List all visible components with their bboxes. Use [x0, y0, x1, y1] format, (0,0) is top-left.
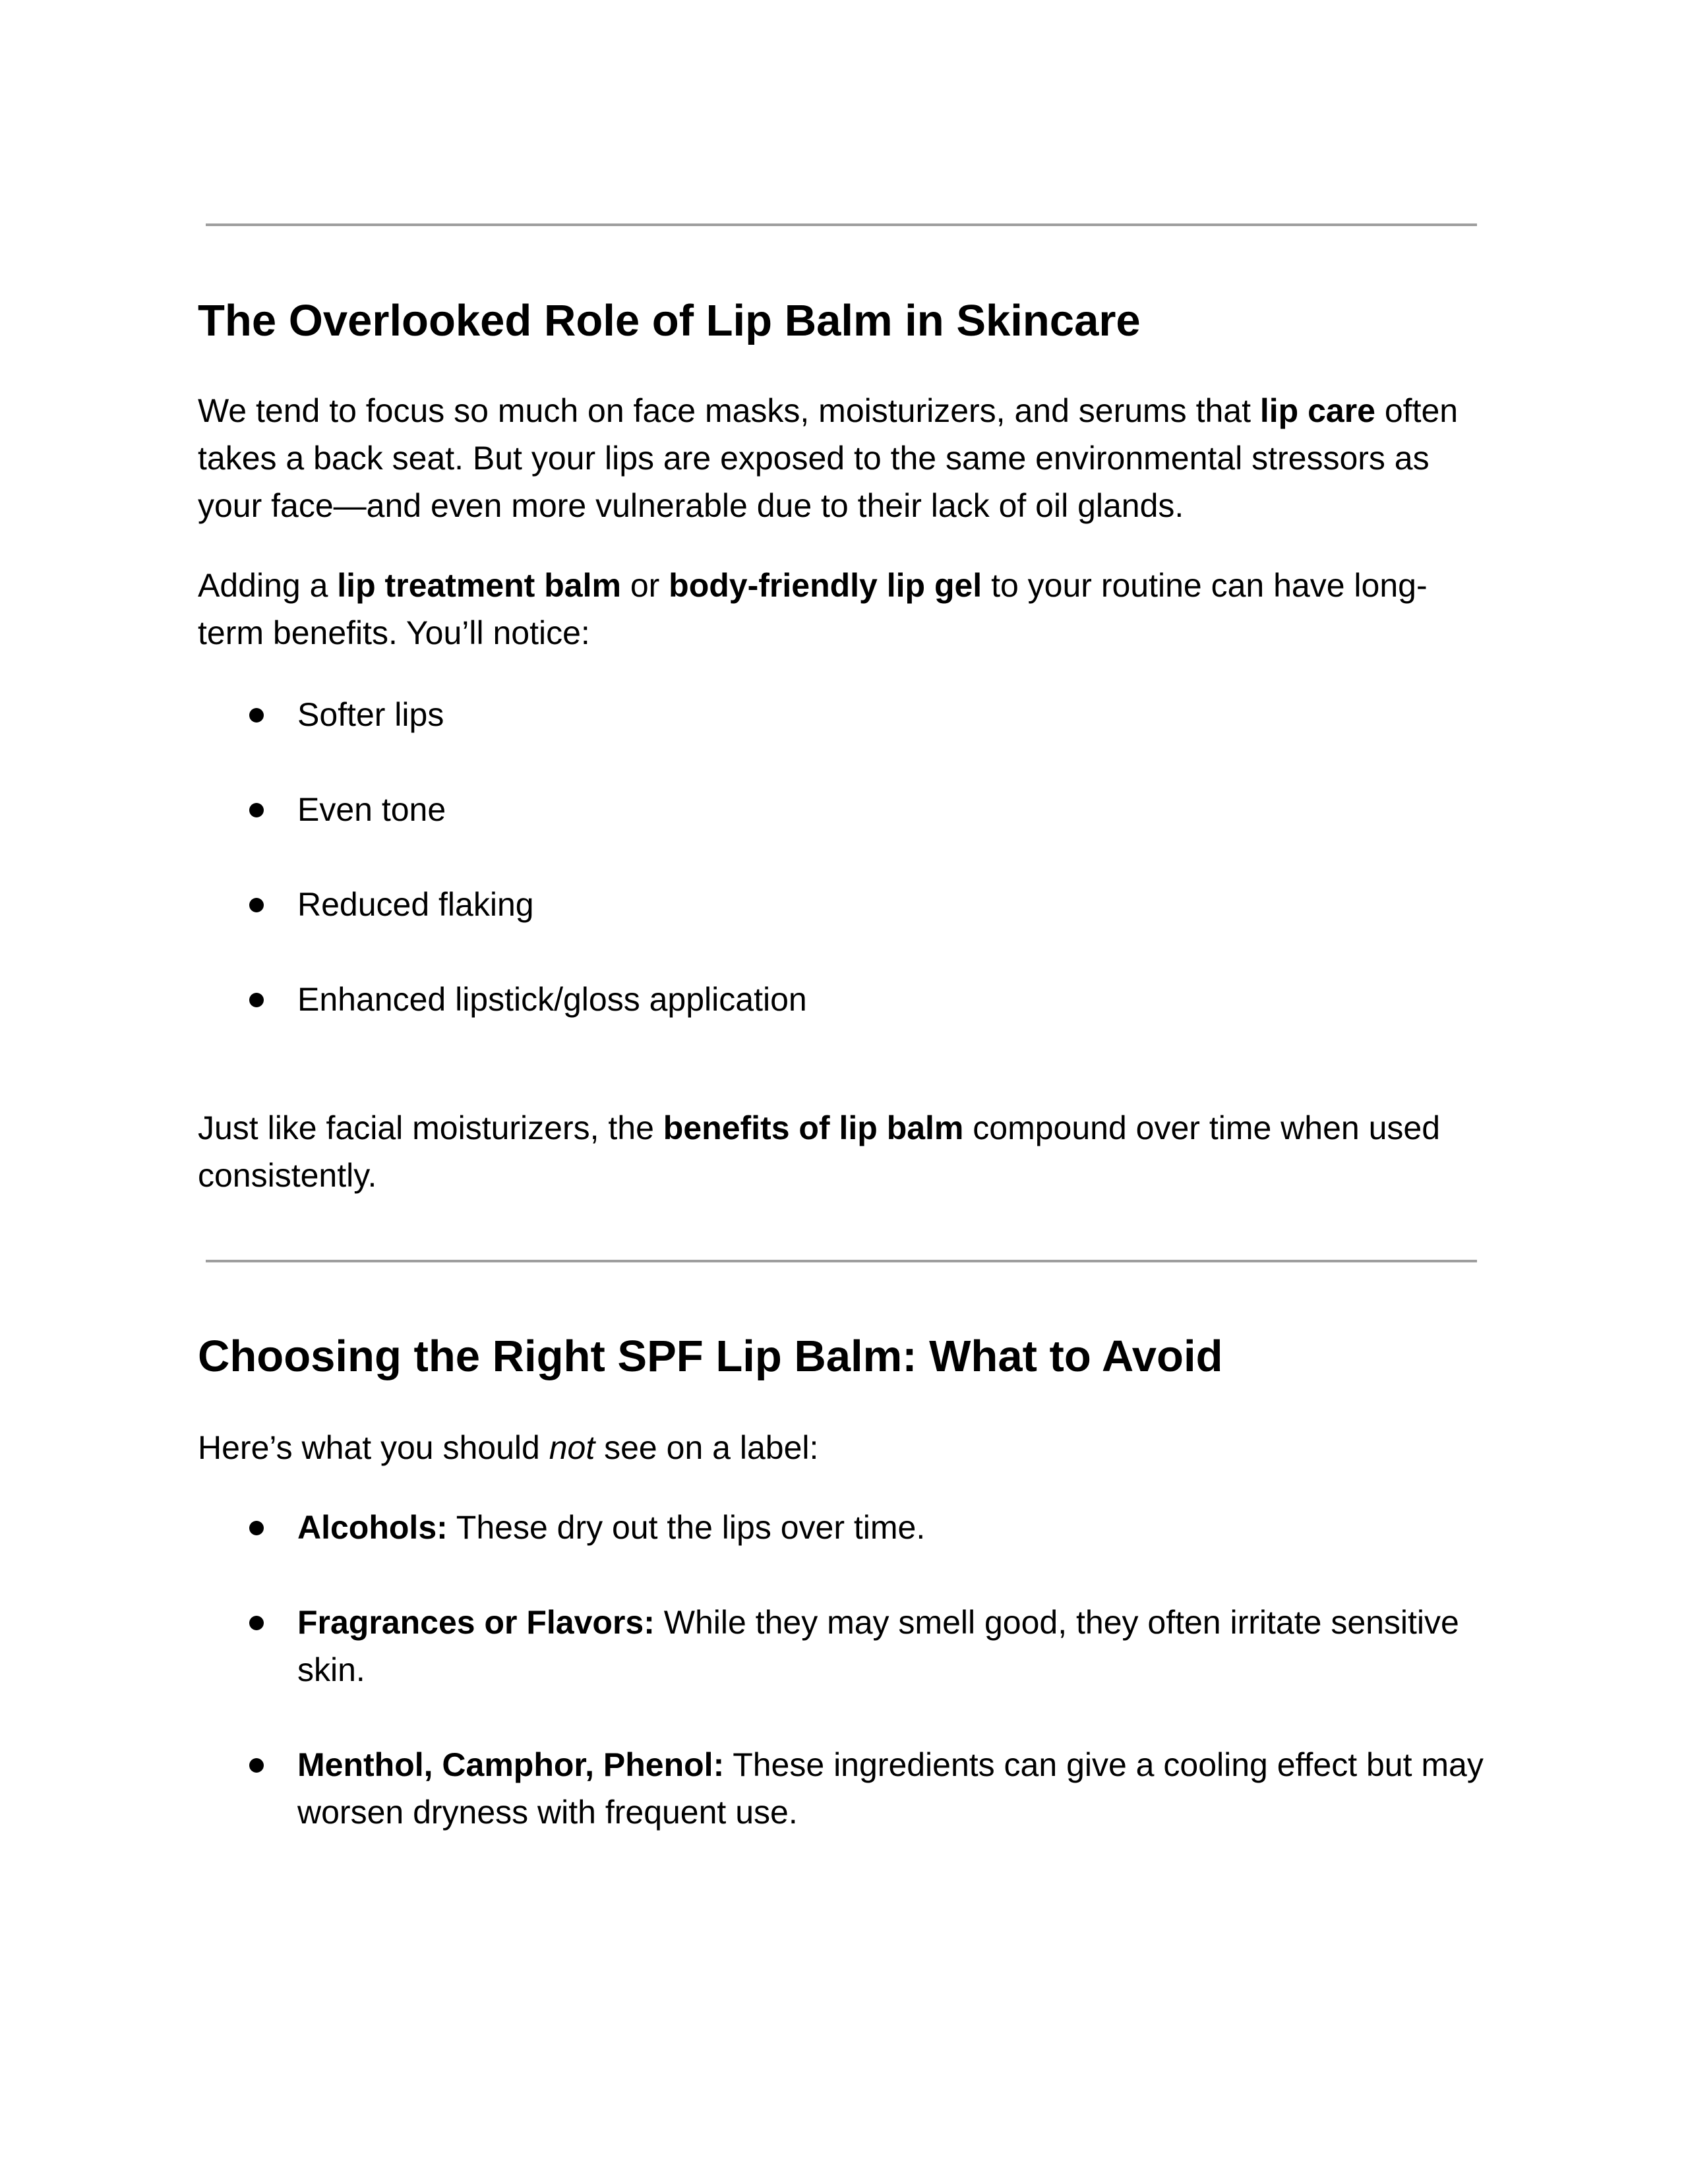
- bullet-dot: [249, 708, 264, 723]
- bullet-dot: [249, 1616, 264, 1630]
- bold-benefits-of-lip-balm: benefits of lip balm: [663, 1109, 964, 1146]
- bullet-dot: [249, 898, 264, 912]
- avoid-term: Alcohols:: [297, 1509, 448, 1546]
- bullet-dot: [249, 803, 264, 817]
- italic-not: not: [549, 1429, 595, 1466]
- adding-paragraph: Adding a lip treatment balm or body-friendly lip gel to your routine can have long-term benefits. You’ll notice:: [198, 567, 1428, 651]
- label-intro-paragraph: Here’s what you should not see on a label:: [198, 1429, 819, 1466]
- list-item-benefit-3: Reduced flaking: [297, 886, 534, 923]
- list-item-benefit-1: Softer lips: [297, 696, 444, 733]
- avoid-description: While they may smell good, they often irritate sensitive skin.: [297, 1604, 1459, 1688]
- avoid-term: Fragrances or Flavors:: [297, 1604, 655, 1641]
- bullet-dot: [249, 1521, 264, 1535]
- bullet-dot: [249, 1758, 264, 1773]
- bold-body-friendly-lip-gel: body-friendly lip gel: [669, 567, 982, 604]
- list-item-avoid-fragrances: [297, 1599, 1491, 1694]
- bold-lip-care: lip care: [1259, 392, 1375, 429]
- closing-paragraph: Just like facial moisturizers, the benefits of lip balm compound over time when used consistently.: [198, 1109, 1441, 1194]
- bold-lip-treatment-balm: lip treatment balm: [337, 567, 621, 604]
- bullet-dot: [249, 993, 264, 1007]
- list-item-avoid-alcohols: [297, 1504, 1491, 1551]
- section-heading-lip-balm-role: The Overlooked Role of Lip Balm in Skincare: [198, 296, 1141, 345]
- divider-middle: [206, 1260, 1477, 1262]
- intro-paragraph: We tend to focus so much on face masks, moisturizers, and serums that lip care often takes a back seat. But your lips are exposed to the same environmental stressors as your face—and even more vulnerable due to their lack of oil glands.: [198, 392, 1459, 524]
- list-item-avoid-menthol: [297, 1741, 1491, 1836]
- avoid-description: These dry out the lips over time.: [447, 1509, 926, 1546]
- divider-top: [206, 223, 1477, 226]
- avoid-term: Menthol, Camphor, Phenol:: [297, 1746, 725, 1783]
- list-item-benefit-4: Enhanced lipstick/gloss application: [297, 981, 807, 1018]
- list-item-benefit-2: Even tone: [297, 791, 446, 828]
- avoid-description: These ingredients can give a cooling effect but may worsen dryness with frequent use.: [297, 1746, 1484, 1831]
- section-heading-spf-lip-balm: Choosing the Right SPF Lip Balm: What to Avoid: [198, 1332, 1223, 1381]
